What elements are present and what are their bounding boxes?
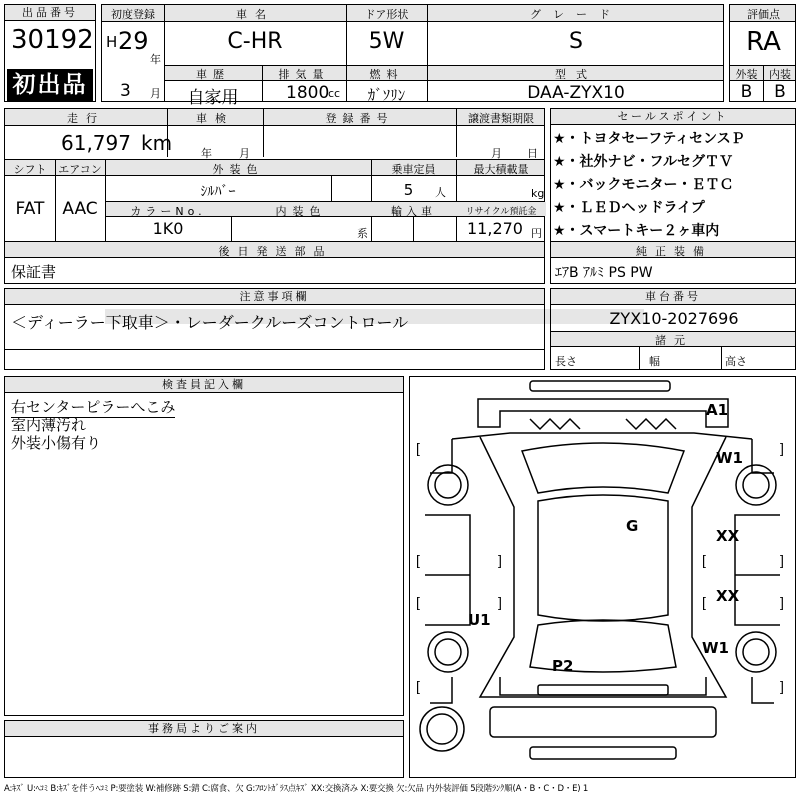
interior-color-unit: 系 bbox=[357, 227, 368, 240]
fuel-label: 燃料 bbox=[369, 68, 404, 81]
door-type: 5W bbox=[368, 29, 405, 54]
model-label: 型式 bbox=[555, 68, 597, 81]
mark-roof: G bbox=[626, 517, 639, 535]
first-reg-label: 初度登録 bbox=[111, 8, 155, 21]
car-name: C-HR bbox=[227, 29, 283, 54]
recycle-unit: 円 bbox=[531, 227, 542, 240]
displacement-label: 排気量 bbox=[278, 68, 330, 81]
registration-label: 登録番号 bbox=[325, 112, 394, 125]
car-diagram bbox=[410, 377, 795, 777]
legend: A:ｷｽﾞ U:ﾍｺﾐ B:ｷｽﾞを伴うﾍｺﾐ P:要塗装 W:補修跡 S:錆 C:腐食、欠 G:ﾌﾛﾝﾄｶﾞﾗｽ点ｷｽﾞ XX:交換済み X:要交換 欠:欠品 内外装評価 5段階ﾗﾝｸ順(A・B・C・D・E) 1 bbox=[4, 784, 589, 794]
shift-label: シフト bbox=[13, 163, 47, 176]
specs-table bbox=[4, 108, 545, 284]
color-no: 1K0 bbox=[152, 219, 184, 238]
sales-point-5: ★・スマートキー２ヶ車内 bbox=[553, 223, 720, 239]
grade: S bbox=[569, 29, 583, 54]
chassis-number: ZYX10-2027696 bbox=[609, 309, 739, 328]
capacity: 5 bbox=[403, 181, 414, 199]
first-reg-year: 29 bbox=[118, 27, 149, 55]
mark-rear: P2 bbox=[552, 657, 574, 675]
vehicle-header-table bbox=[101, 4, 724, 108]
svg-text:]: ] bbox=[498, 552, 502, 568]
office-box bbox=[4, 720, 404, 778]
svg-text:]: ] bbox=[780, 594, 784, 610]
mark-front: A1 bbox=[706, 401, 729, 419]
inspector-label: 検査員記入欄 bbox=[5, 377, 403, 393]
sales-point-4: ★・ＬＥＤヘッドライプ bbox=[553, 200, 705, 216]
exterior-label: 外装 bbox=[735, 68, 758, 81]
notes: ＜ディーラー下取車＞・レーダークルーズコントロール bbox=[11, 313, 409, 332]
history-label: 車歴 bbox=[196, 68, 230, 81]
sales-point-2: ★・社外ナビ・フルセグＴＶ bbox=[553, 154, 733, 170]
transfer-label: 譲渡書類期限 bbox=[468, 112, 534, 125]
mark-right-front-door: XX bbox=[716, 527, 740, 545]
mark-right-rear-door: XX bbox=[716, 587, 740, 605]
mark-rear-right: W1 bbox=[702, 639, 729, 657]
sales-point-1: ★・トヨタセーフティセンスＰ bbox=[553, 131, 745, 147]
interior-label: 内装 bbox=[769, 68, 791, 81]
equipment-label: 純正装備 bbox=[636, 245, 712, 258]
right-front-bracket: ] bbox=[780, 440, 784, 456]
load-unit: kg bbox=[531, 187, 545, 200]
later-parts: 保証書 bbox=[11, 263, 57, 281]
history: 自家用 bbox=[187, 88, 239, 108]
length-label: 長さ bbox=[555, 355, 577, 368]
chassis-label: 車台番号 bbox=[551, 289, 795, 305]
ac: AAC bbox=[62, 199, 98, 219]
color-no-label: カラーNo. bbox=[130, 205, 206, 218]
left-front-bracket: [ bbox=[416, 440, 420, 456]
mark-front-right: W1 bbox=[716, 449, 743, 467]
svg-text:]: ] bbox=[498, 594, 502, 610]
door-label: ドア形状 bbox=[364, 8, 409, 21]
first-listing-text: 初出品 bbox=[12, 72, 88, 98]
notes-label: 注意事項欄 bbox=[5, 289, 544, 305]
color-label: 外装色 bbox=[212, 163, 264, 176]
first-reg-month: 3 bbox=[120, 81, 131, 101]
inspector-box bbox=[4, 376, 404, 716]
recycle-label: リサイクル預託金 bbox=[465, 207, 537, 217]
era: H bbox=[106, 33, 118, 51]
lot-number: 30192 bbox=[11, 25, 94, 55]
car-name-label: 車名 bbox=[236, 8, 274, 21]
lot-number-label: 出品番号 bbox=[5, 5, 95, 21]
mark-left-rear: U1 bbox=[468, 611, 491, 629]
inspection-month-unit: 月 bbox=[239, 147, 250, 160]
lot-number-box bbox=[4, 4, 96, 102]
load-label: 最大積載量 bbox=[473, 163, 529, 176]
displacement-unit: cc bbox=[328, 87, 341, 100]
svg-text:[: [ bbox=[416, 552, 420, 568]
month-unit: 月 bbox=[150, 87, 161, 100]
shift: FAT bbox=[15, 199, 45, 219]
transfer-day-unit: 日 bbox=[527, 147, 538, 160]
inspector-line-3: 外装小傷有り bbox=[11, 434, 102, 452]
svg-text:]: ] bbox=[780, 552, 784, 568]
mileage-label: 走行 bbox=[67, 112, 105, 125]
car-diagram-box bbox=[409, 376, 796, 778]
score-box bbox=[729, 4, 796, 102]
mileage-unit: km bbox=[141, 131, 173, 155]
svg-text:[: [ bbox=[416, 594, 420, 610]
mileage: 61,797 bbox=[61, 131, 131, 155]
sales-points-box bbox=[550, 108, 796, 284]
chassis-box bbox=[550, 288, 796, 370]
exterior-score: B bbox=[740, 82, 753, 102]
interior-color-label: 内装色 bbox=[275, 205, 327, 218]
interior-score: B bbox=[774, 82, 786, 102]
inspector-line-1: 右センターピラーへこみ bbox=[11, 398, 176, 416]
recycle-amount: 11,270 bbox=[467, 219, 523, 238]
notes-box bbox=[4, 288, 545, 370]
color: ｼﾙﾊﾞｰ bbox=[200, 184, 236, 200]
import-label: 輸入車 bbox=[391, 205, 436, 218]
first-listing-badge bbox=[7, 69, 93, 101]
displacement: 1800 bbox=[286, 83, 330, 103]
transfer-month-unit: 月 bbox=[491, 147, 502, 160]
score: RA bbox=[746, 27, 781, 57]
sales-point-3: ★・バックモニター・ＥＴＣ bbox=[553, 177, 734, 193]
width-label: 幅 bbox=[649, 355, 660, 368]
equipment: ｴｱB ｱﾙﾐ PS PW bbox=[555, 265, 653, 281]
later-parts-label: 後日発送部品 bbox=[218, 245, 333, 258]
fuel: ｶﾞｿﾘﾝ bbox=[367, 86, 406, 104]
sales-points-label: セールスポイント bbox=[551, 109, 795, 125]
capacity-unit: 人 bbox=[435, 186, 446, 199]
model: DAA-ZYX10 bbox=[527, 83, 625, 103]
office-label: 事務局よりご案内 bbox=[5, 721, 403, 737]
ac-label: エアコン bbox=[58, 163, 102, 176]
height-label: 高さ bbox=[725, 355, 747, 368]
year-unit: 年 bbox=[150, 53, 161, 66]
capacity-label: 乗車定員 bbox=[391, 163, 436, 176]
svg-text:[: [ bbox=[702, 594, 706, 610]
left-rear-bracket: [ bbox=[416, 678, 420, 694]
grade-label: グレード bbox=[530, 8, 622, 21]
inspector-line-2: 室内薄汚れ bbox=[11, 416, 87, 434]
svg-text:[: [ bbox=[702, 552, 706, 568]
inspection-label: 車検 bbox=[196, 112, 234, 125]
right-rear-bracket: ] bbox=[780, 678, 784, 694]
dims-label: 諸元 bbox=[655, 334, 693, 347]
inspection-year-unit: 年 bbox=[201, 147, 212, 160]
score-label: 評価点 bbox=[747, 8, 780, 21]
